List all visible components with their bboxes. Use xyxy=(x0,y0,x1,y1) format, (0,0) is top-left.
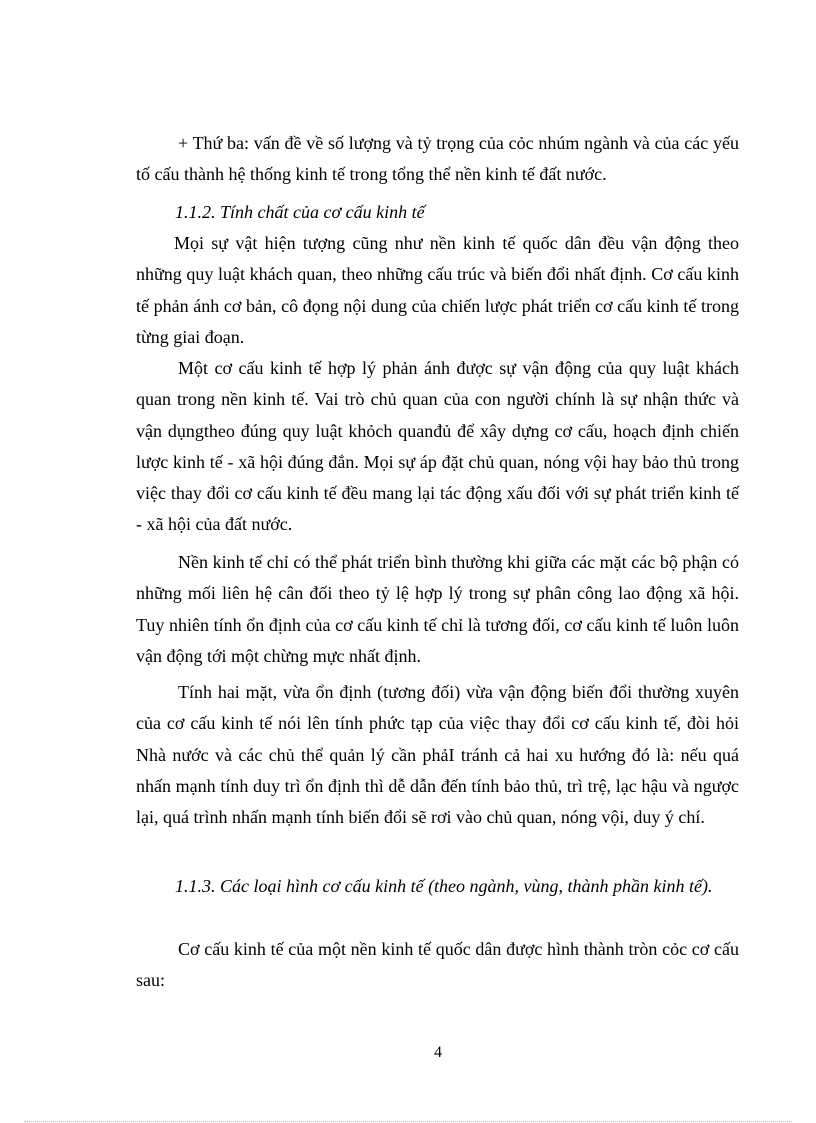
paragraph-moi-su-vat: Mọi sự vật hiện tượng cũng như nền kinh tế quốc dân đều vận động theo những quy luật khách quan, theo những cấu trúc và biến đổi nhất định. Cơ cấu kinh tế phản ánh cơ bản, cô đọng nội dung của chiến lược phát triển cơ cấu kinh tế trong từng giai đoạn. xyxy=(136,233,739,347)
paragraph-mot-co-cau: Một cơ cấu kinh tế hợp lý phản ánh được sự vận động của quy luật khách quan trong nền kinh tế. Vai trò chủ quan của con người chính là sự nhận thức và vận dụngtheo đúng quy luật khỏch quanđủ để xây dựng cơ cấu, hoạch định chiến lược kinh tế - xã hội đúng đắn. Mọi sự áp đặt chủ quan, nóng vội hay bảo thủ trong việc thay đổi cơ cấu kinh tế đều mang lại tác động xấu đối với sự phát triển kinh tế - xã hội của đất nước. xyxy=(136,358,739,535)
section-heading-1-1-2: 1.1.2. Tính chất của cơ cấu kinh tế xyxy=(175,202,425,222)
page-bottom-divider xyxy=(24,1121,792,1122)
paragraph-tinh-hai-mat: Tính hai mặt, vừa ổn định (tương đối) vừa vận động biến đổi thường xuyên của cơ cấu kinh tế nói lên tính phức tạp của việc thay đổi cơ cấu kinh tế, đòi hỏi Nhà nước và các chủ thể quản lý cần phảI tránh cả hai xu hướng đó là: nếu quá nhấn mạnh tính duy trì ổn định thì dễ dẫn đến tính bảo thủ, trì trệ, lạc hậu và ngược lại, quá trình nhấn mạnh tính biến đổi sẽ rơi vào chủ quan, nóng vội, duy ý chí. xyxy=(136,682,739,828)
paragraph-thu-ba: + Thứ ba: vấn đề về số lượng và tỷ trọng của cỏc nhúm ngành và của các yếu tố cấu thành hệ thống kinh tế trong tổng thể nền kinh tế đất nước. xyxy=(136,133,739,185)
page-number: 4 xyxy=(434,1044,442,1061)
paragraph-co-cau-kinh-te: Cơ cấu kinh tế của một nền kinh tế quốc dân được hình thành tròn cỏc cơ cấu sau: xyxy=(136,939,739,991)
paragraph-nen-kinh-te: Nền kinh tế chỉ có thể phát triển bình thường khi giữa các mặt các bộ phận có những mối liên hệ cân đối theo tỷ lệ hợp lý trong sự phân công lao động xã hội. Tuy nhiên tính ổn định của cơ cấu kinh tế chỉ là tương đối, cơ cấu kinh tế luôn luôn vận động tới một chừng mực nhất định. xyxy=(136,552,739,666)
section-heading-1-1-3: 1.1.3. Các loại hình cơ cấu kinh tế (theo ngành, vùng, thành phần kinh tế). xyxy=(175,876,713,896)
